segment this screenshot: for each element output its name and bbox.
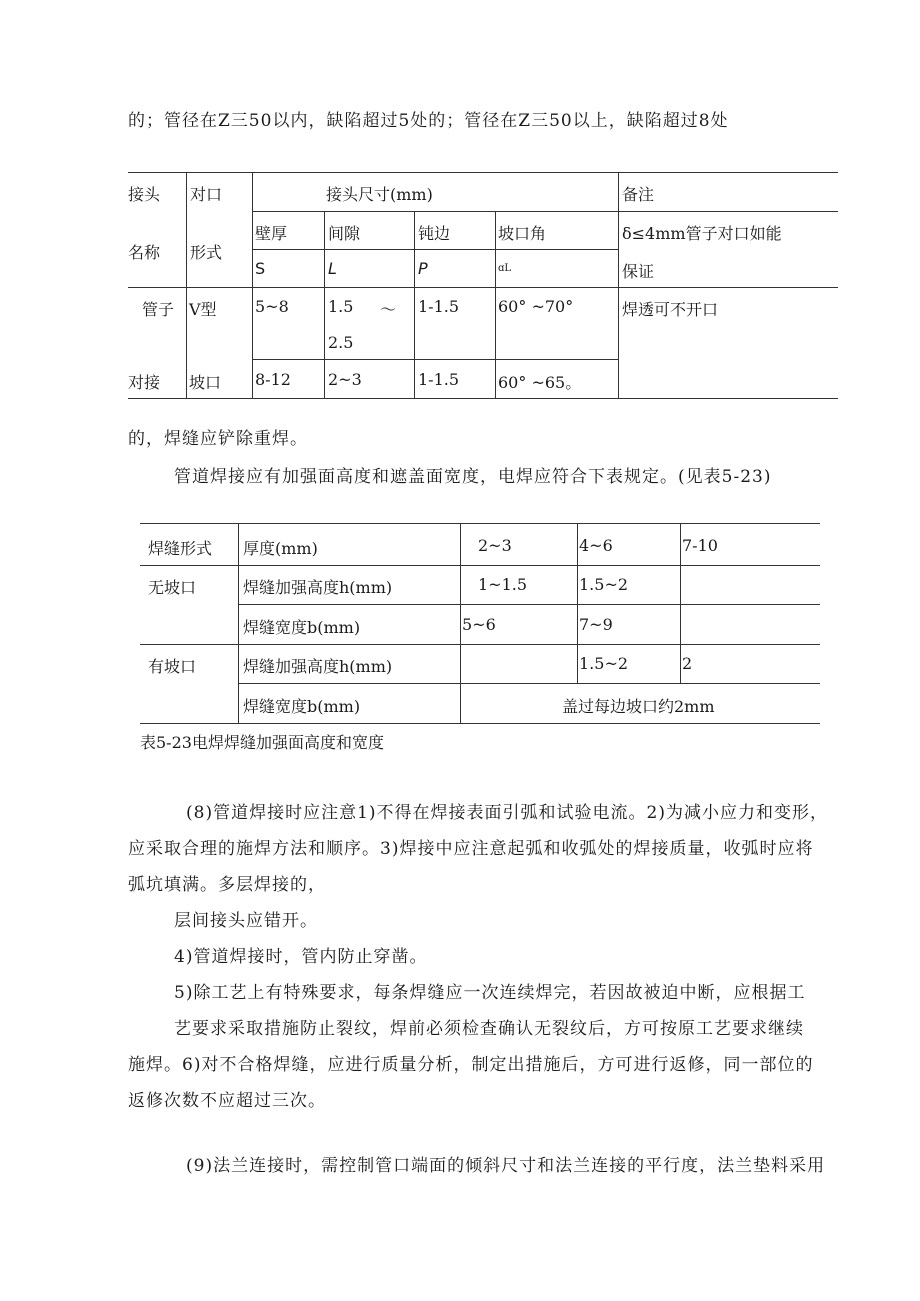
remark-bottom: 保证 [622,262,655,281]
text-intro-table2: 管道焊接应有加强面高度和遮盖面宽度，电焊应符合下表规定。(见表5-23) [174,467,772,487]
t2-g1-r2-c2: 7~9 [579,615,613,634]
header-gap: 间隙 [328,224,361,243]
row1-remark: 焊透可不开口 [622,300,719,319]
para8-line1: (8)管道焊接时应注意1)不得在焊接表面引弧和试验电流。2)为减小应力和变形， [186,803,828,823]
header-blunt-edge: 钝边 [418,224,451,243]
symbol-p: P [418,259,428,278]
t2-g1-r1-label: 焊缝加强高度h(mm) [243,578,393,597]
row1-blunt: 1-1.5 [418,297,460,316]
t2-g1-r2-c1: 5~6 [462,615,496,634]
para8-line2: 应采取合理的施焊方法和顺序。3)焊接中应注意起弧和收弧处的焊接质量，收弧时应将 [128,839,814,859]
header-name: 名称 [128,243,161,262]
t2-header-thickness: 厚度(mm) [243,539,318,558]
table2-caption: 表5-23电焊焊缝加强面高度和宽度 [140,733,384,752]
row2-blunt: 1-1.5 [418,370,460,389]
para8-line7: 艺要求采取措施防止裂纹，焊前必须检查确认无裂纹后，方可按原工艺要求继续 [174,1019,804,1039]
row2-thickness: 8-12 [255,370,291,389]
text-after-table1: 的，焊缝应铲除重焊。 [128,429,308,449]
remark-top: δ≤4mm管子对口如能 [622,224,782,243]
row1-gap-b: 2.5 [328,333,354,352]
header-groove-angle: 坡口角 [498,224,547,243]
para8-line6: 5)除工艺上有特殊要求，每条焊缝应一次连续焊完，若因故被迫中断，应根据工 [174,983,806,1003]
para8-line5: 4)管道焊接时，管内防止穿凿。 [174,947,428,967]
header-form: 形式 [190,243,223,262]
t2-g2-r2-merged: 盖过每边坡口约2mm [562,697,715,716]
t2-g1-r1-c1: 1~1.5 [478,575,528,594]
para8-line9: 返修次数不应超过三次。 [128,1091,326,1111]
row-name-pipe: 管子 [142,300,175,319]
t2-g2-r1-label: 焊缝加强高度h(mm) [243,657,393,676]
header-joint: 接头 [128,185,161,204]
t2-header-col1: 2~3 [478,536,512,555]
t2-header-col2: 4~6 [579,536,613,555]
row2-angle: 60° ~65。 [498,373,582,392]
t2-header-form: 焊缝形式 [148,539,213,558]
header-joint-size: 接头尺寸(mm) [326,185,433,204]
row1-gap-tilde: ～ [380,300,397,319]
t2-group-with-groove: 有坡口 [148,657,197,676]
t2-g1-r1-c2: 1.5~2 [579,575,629,594]
row2-gap: 2~3 [328,370,362,389]
symbol-s: S [255,259,266,278]
t2-g2-r1-c2: 1.5~2 [579,654,629,673]
row1-angle: 60° ~70° [498,297,574,316]
row1-thickness: 5~8 [255,297,289,316]
t2-group-no-groove: 无坡口 [148,578,197,597]
para8-line8: 施焊。6)对不合格焊缝，应进行质量分析，制定出措施后，方可进行返修，同一部位的 [128,1055,814,1075]
para9-line1: (9)法兰连接时，需控制管口端面的倾斜尺寸和法兰连接的平行度，法兰垫料采用 [186,1156,826,1176]
para8-line4: 层间接头应错开。 [174,911,318,931]
t2-g1-r2-label: 焊缝宽度b(mm) [243,618,361,637]
header-wall-thickness: 壁厚 [255,224,288,243]
header-remark: 备注 [622,185,655,204]
row1-type: V型 [189,300,217,319]
para8-line3: 弧坑填满。多层焊接的， [128,875,326,895]
t2-g2-r2-label: 焊缝宽度b(mm) [243,697,361,716]
row1-gap-a: 1.5 [328,297,354,316]
row-name-butt: 对接 [128,373,161,392]
header-butt: 对口 [190,185,223,204]
row2-type: 坡口 [189,373,222,392]
t2-g2-r1-c3: 2 [682,654,693,673]
top-text-line: 的；管径在Z三50以内，缺陷超过5处的；管径在Z三50以上，缺陷超过8处 [128,111,729,131]
t2-header-col3: 7-10 [682,536,718,555]
symbol-l: L [328,259,337,278]
symbol-alpha: ɑL [498,263,512,274]
